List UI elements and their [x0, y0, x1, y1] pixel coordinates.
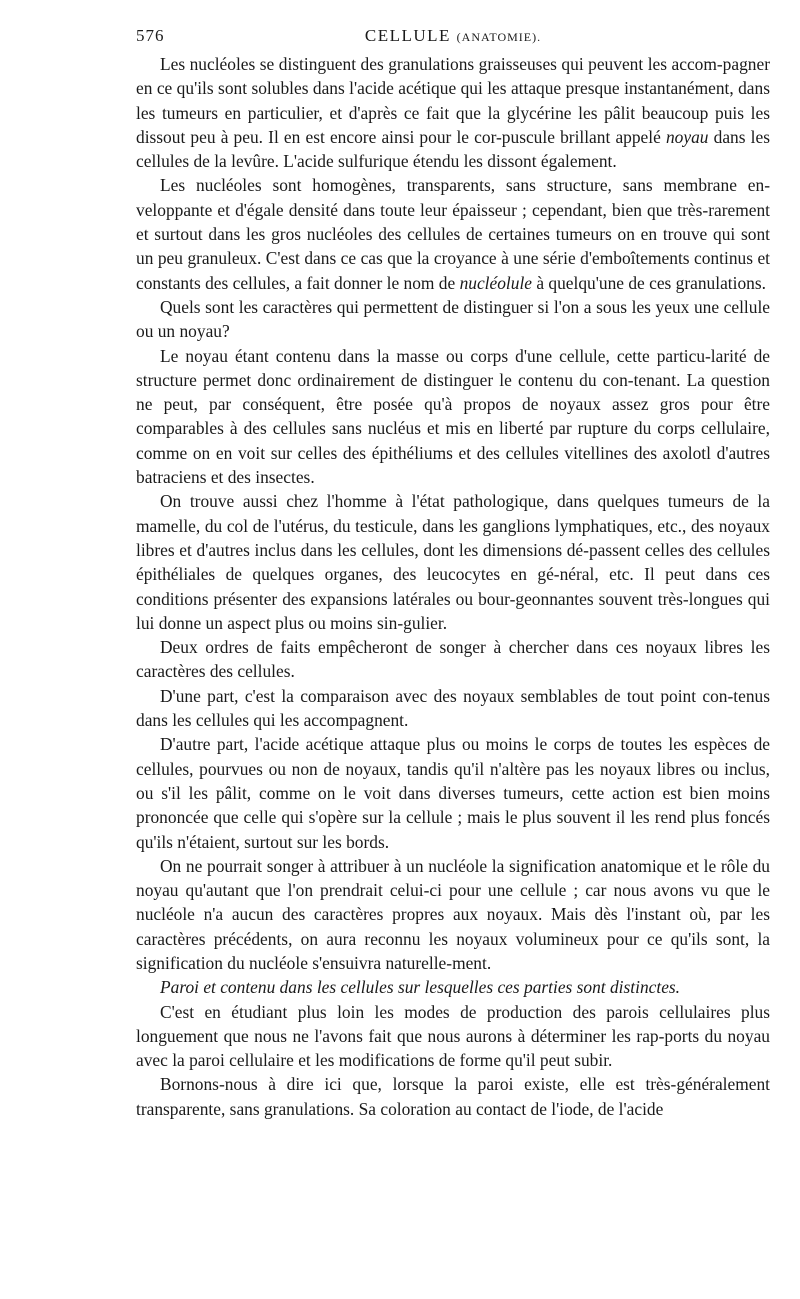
section-subheading: Paroi et contenu dans les cellules sur lesquelles ces parties sont distinctes.: [160, 977, 681, 998]
paragraph: Bornons-nous à dire ici que, lorsque la paroi existe, elle est très-généralement transparente, sans granulations. Sa coloration au contact de l'iode, de l'acide: [136, 1074, 770, 1119]
paragraph: Deux ordres de faits empêcheront de songer à chercher dans ces noyaux libres les caractères des cellules.: [136, 637, 770, 682]
italic-term: nucléolule: [459, 272, 532, 293]
running-head: [136, 26, 770, 46]
paragraph: On ne pourrait songer à attribuer à un nucléole la signification anatomique et le rôle du noyau qu'autant que l'on prendrait celui-ci pour une cellule ; car nous avons vu que le nucléole n'a aucun des caractères propres aux noyaux. Mais dès l'instant où, par les caractères précédents, on aura reconnu les noyaux volumineux pour ce qu'ils sont, la signification du nucléole s'ensuivra naturelle-ment.: [136, 855, 770, 973]
page-number: 576: [136, 26, 165, 45]
page-header: [136, 22, 770, 52]
italic-term: noyau: [665, 126, 709, 147]
document-page: [136, 22, 770, 1121]
paragraph-text: à quelqu'une de ces granulations.: [532, 272, 766, 293]
paragraph: Quels sont les caractères qui permettent de distinguer si l'on a sous les yeux une cellule ou un noyau?: [136, 296, 770, 342]
paragraph-text: dans les cellules de la levûre. L'acide sulfurique étendu les dissont également.: [136, 126, 770, 172]
paragraph: C'est en étudiant plus loin les modes de production des parois cellulaires plus longuement que nous ne l'avons fait que nous aurons à déterminer les rap-ports du noyau avec la paroi cellulaire et les modifications de forme qu'il peut subir.: [136, 1001, 770, 1071]
paragraph: [136, 52, 770, 173]
paragraph: [136, 173, 770, 294]
body-text: [136, 52, 770, 1121]
paragraph: On trouve aussi chez l'homme à l'état pathologique, dans quelques tumeurs de la mamelle, du col de l'utérus, du testicule, dans les ganglions lymphatiques, etc., des noyaux libres et d'autres inclus dans les cellules, dont les dimensions dé-passent celles des cellules épithéliales de quelques organes, des leucocytes en gé-néral, etc. Il peut dans ces conditions présenter des expansions latérales ou bour-geonnantes souvent très-longues qui lui donne un aspect plus ou moins sin-gulier.: [136, 491, 770, 633]
paragraph-text: Les nucléoles se distinguent des granulations graisseuses qui peuvent les accom-pagner en ce qu'ils sont solubles dans l'acide acétique qui les attaque presque instantanément, dans les tumeurs en particulier, et d'après ce fait que la glycérine les pâlit beaucoup puis les dissout peu à peu. Il en est encore ainsi pour le cor-puscule brillant appelé: [136, 54, 770, 147]
paragraph: D'autre part, l'acide acétique attaque plus ou moins le corps de toutes les espèces de cellules, pourvues ou non de noyaux, tandis qu'il n'altère pas les noyaux libres ou inclus, ou s'il les pâlit, comme on le voit dans diverses tumeurs, cette action est bien moins prononcée que celle qui s'opère sur la cellule ; mais le plus souvent il les rend plus foncés qu'ils n'étaient, surtout sur les bords.: [136, 734, 770, 852]
running-title: CELLULE: [364, 26, 451, 45]
running-subtitle: (ANATOMIE).: [456, 30, 542, 44]
paragraph: Le noyau étant contenu dans la masse ou corps d'une cellule, cette particu-larité de structure permet donc ordinairement de distinguer le contenu du con-tenant. La question ne peut, par conséquent, être posée qu'à propos de noyaux assez gros pour être comparables à des cellules sans nucléus et mis en liberté par rupture du corps cellulaire, comme on en voit sur celles des épithéliums et des cellules vitellines des axolotl d'autres batraciens et des insectes.: [136, 345, 770, 488]
paragraph: D'une part, c'est la comparaison avec des noyaux semblables de tout point con-tenus dans les cellules qui les accompagnent.: [136, 685, 770, 731]
paragraph-text: Les nucléoles sont homogènes, transparents, sans structure, sans membrane en-veloppante et d'égale densité dans toute leur épaisseur ; cependant, bien que très-rarement et surtout dans les gros nucléoles des cellules de certaines tumeurs on en trouve qui sont un peu granuleux. C'est dans ce cas que la croyance à une série d'emboîtements continus et constants des cellules, a fait donner le nom de: [136, 175, 770, 293]
